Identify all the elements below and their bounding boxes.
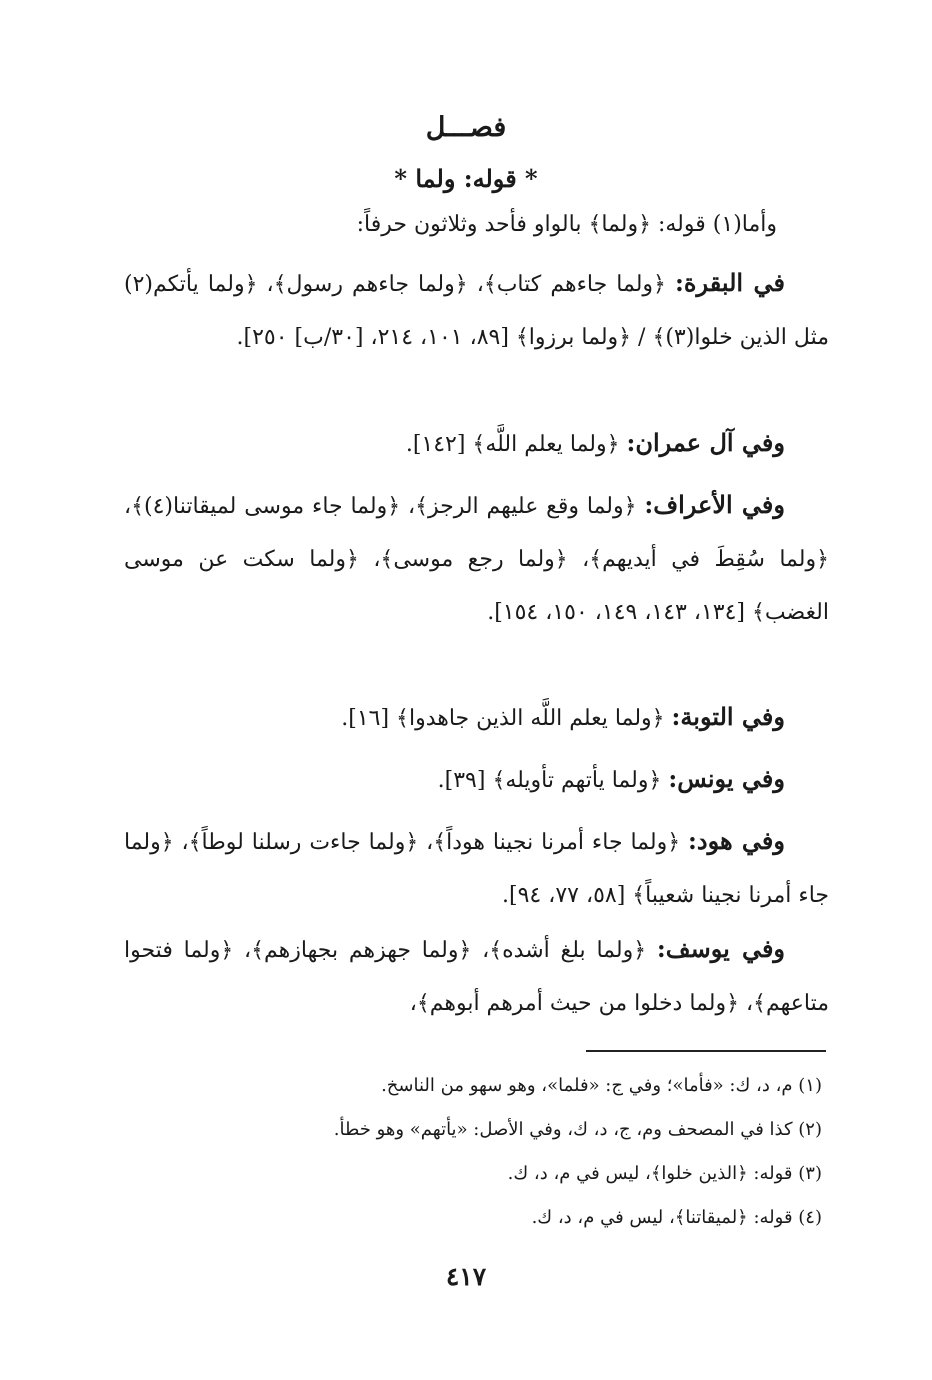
- footnote-separator: [586, 1050, 826, 1052]
- section-label: وفي هود:: [688, 826, 785, 855]
- section-text: ﴿ولما وقع عليهم الرجز﴾، ﴿ولما جاء موسى لميقاتنا(٤)﴾، ﴿ولما سُقِطَ في أيديهم﴾، ﴿ولما رجع موسى﴾، ﴿ولما سكت عن موسى الغضب﴾ [١٣٤، ١٤٣، ١٤٩، ١٥٠، ١٥٤].: [124, 494, 829, 625]
- section-text: ﴿ولما بلغ أشده﴾، ﴿ولما جهزهم بجهازهم﴾، ﴿ولما فتحوا متاعهم﴾، ﴿ولما دخلوا من حيث أمرهم أبوهم﴾،: [124, 938, 829, 1016]
- section-label: في البقرة:: [675, 268, 785, 297]
- section-label: وفي التوبة:: [671, 702, 785, 731]
- section-label: وفي يونس:: [668, 764, 785, 793]
- footnotes: [122, 1064, 822, 1240]
- section-label: وفي يوسف:: [656, 934, 786, 963]
- section-text: ﴿ولما جاء أمرنا نجينا هوداً﴾، ﴿ولما جاءت رسلنا لوطاً﴾، ﴿ولما جاء أمرنا نجينا شعيباً﴾ [٥٨، ٧٧، ٩٤].: [124, 830, 829, 908]
- section-baqara: [124, 256, 829, 364]
- section-text: ﴿ولما يأتهم تأويله﴾ [٣٩].: [437, 768, 662, 793]
- section-araf: [124, 478, 829, 639]
- section-tawba: [124, 690, 829, 745]
- section-text: ﴿ولما جاءهم كتاب﴾، ﴿ولما جاءهم رسول﴾، ﴿ولما يأتكم(٢) مثل الذين خلوا(٣)﴾ / ﴿ولما برزوا﴾ [٨٩، ١٠١، ٢١٤، [٣٠/ب] ٢٥٠].: [124, 272, 829, 350]
- section-yusuf: [124, 922, 829, 1030]
- section-al-imran: [124, 416, 829, 471]
- footnote-4: (٤) قوله: ﴿لميقاتنا﴾، ليس في م، د، ك.: [531, 1207, 822, 1228]
- chapter-title: فصـــل: [425, 112, 507, 143]
- section-yunus: [124, 752, 829, 807]
- section-text: ﴿ولما يعلم اللَّه الذين جاهدوا﴾ [١٦].: [341, 706, 665, 731]
- section-subtitle: * قوله: ولما *: [394, 164, 538, 193]
- footnote-1: (١) م، د، ك: «فأما»؛ وفي ج: «فلما»، وهو سهو من الناسخ.: [381, 1075, 822, 1096]
- section-hud: [124, 814, 829, 922]
- intro-line: وأما(١) قوله: ﴿ولما﴾ بالواو فأحد وثلاثون حرفاً:: [356, 212, 777, 237]
- section-label: وفي الأعراف:: [644, 490, 785, 519]
- section-text: ﴿ولما يعلم اللَّه﴾ [١٤٢].: [405, 432, 620, 457]
- page-number: ٤١٧: [445, 1262, 487, 1291]
- footnote-3: (٣) قوله: ﴿الذين خلوا﴾، ليس في م، د، ك.: [507, 1163, 822, 1184]
- section-label: وفي آل عمران:: [626, 428, 785, 457]
- footnote-2: (٢) كذا في المصحف وم، ج، د، ك، وفي الأصل: «يأتهم» وهو خطأ.: [333, 1119, 822, 1140]
